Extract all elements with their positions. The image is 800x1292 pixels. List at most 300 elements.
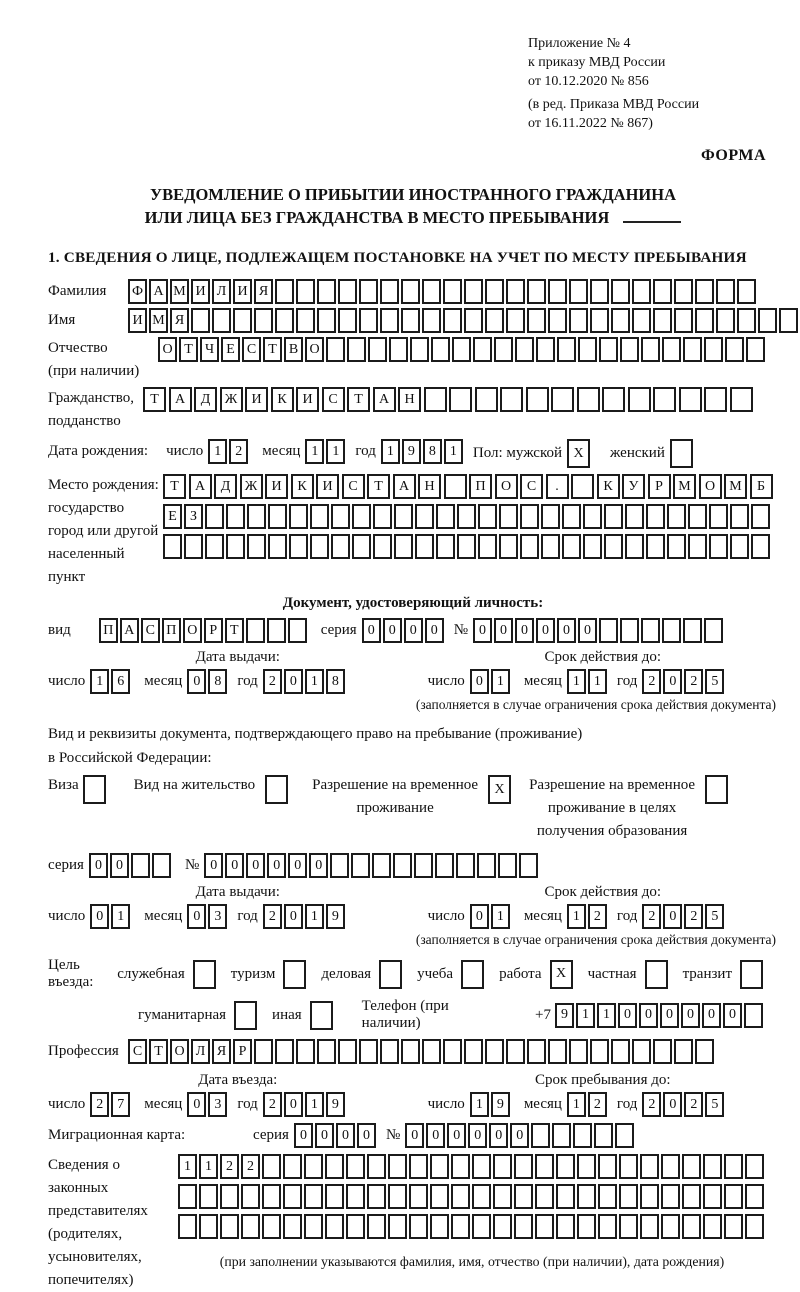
form-cell[interactable]: 1 <box>567 904 586 929</box>
form-cell[interactable] <box>583 534 602 559</box>
form-cell[interactable] <box>184 534 203 559</box>
form-cell[interactable] <box>373 504 392 529</box>
form-cell[interactable]: 1 <box>567 1092 586 1117</box>
form-cell[interactable] <box>199 1214 218 1239</box>
form-cell[interactable] <box>247 534 266 559</box>
form-cell[interactable]: Т <box>263 337 282 362</box>
form-cell[interactable]: 0 <box>357 1123 376 1148</box>
form-cell[interactable] <box>409 1154 428 1179</box>
form-cell[interactable] <box>304 1214 323 1239</box>
form-cell[interactable] <box>326 337 345 362</box>
form-cell[interactable] <box>380 1039 399 1064</box>
form-cell[interactable] <box>464 1039 483 1064</box>
form-cell[interactable] <box>562 504 581 529</box>
form-cell[interactable] <box>527 279 546 304</box>
form-cell[interactable] <box>506 279 525 304</box>
form-cell[interactable] <box>475 387 498 412</box>
form-cell[interactable] <box>394 504 413 529</box>
form-cell[interactable]: П <box>162 618 181 643</box>
form-cell[interactable] <box>380 279 399 304</box>
form-cell[interactable] <box>598 1214 617 1239</box>
form-cell[interactable]: Б <box>750 474 773 499</box>
form-cell[interactable] <box>331 534 350 559</box>
form-cell[interactable] <box>556 1184 575 1209</box>
form-cell[interactable]: 2 <box>588 1092 607 1117</box>
form-cell[interactable] <box>451 1214 470 1239</box>
form-cell[interactable] <box>330 853 349 878</box>
form-cell[interactable] <box>615 1123 634 1148</box>
form-cell[interactable]: У <box>622 474 645 499</box>
form-cell[interactable] <box>275 279 294 304</box>
form-cell[interactable]: О <box>170 1039 189 1064</box>
form-cell[interactable] <box>514 1154 533 1179</box>
form-cell[interactable]: 2 <box>642 669 661 694</box>
form-cell[interactable] <box>571 474 594 499</box>
form-cell[interactable]: О <box>495 474 518 499</box>
form-cell[interactable] <box>414 853 433 878</box>
form-cell[interactable] <box>536 337 555 362</box>
form-cell[interactable] <box>645 960 668 989</box>
form-cell[interactable] <box>703 1154 722 1179</box>
form-cell[interactable] <box>499 534 518 559</box>
form-cell[interactable]: 2 <box>263 904 282 929</box>
form-cell[interactable]: К <box>597 474 620 499</box>
form-cell[interactable] <box>514 1184 533 1209</box>
form-cell[interactable]: 1 <box>305 669 324 694</box>
form-cell[interactable] <box>262 1214 281 1239</box>
form-cell[interactable]: 2 <box>684 669 703 694</box>
form-cell[interactable] <box>515 337 534 362</box>
form-cell[interactable]: 1 <box>470 1092 489 1117</box>
form-cell[interactable] <box>745 1184 764 1209</box>
form-cell[interactable] <box>464 308 483 333</box>
form-cell[interactable]: 2 <box>642 904 661 929</box>
form-cell[interactable] <box>205 504 224 529</box>
form-cell[interactable] <box>662 618 681 643</box>
form-cell[interactable] <box>583 504 602 529</box>
form-cell[interactable] <box>604 534 623 559</box>
form-cell[interactable] <box>430 1214 449 1239</box>
form-cell[interactable]: 0 <box>618 1003 637 1028</box>
form-cell[interactable]: 5 <box>705 1092 724 1117</box>
form-cell[interactable]: 1 <box>444 439 463 464</box>
form-cell[interactable] <box>275 308 294 333</box>
form-cell[interactable] <box>562 534 581 559</box>
form-cell[interactable] <box>152 853 171 878</box>
form-cell[interactable] <box>485 1039 504 1064</box>
form-cell[interactable] <box>535 1154 554 1179</box>
form-cell[interactable] <box>435 853 454 878</box>
form-cell[interactable] <box>695 308 714 333</box>
form-cell[interactable]: О <box>158 337 177 362</box>
form-cell[interactable] <box>653 387 676 412</box>
form-cell[interactable] <box>737 308 756 333</box>
form-cell[interactable] <box>703 1184 722 1209</box>
form-cell[interactable] <box>548 1039 567 1064</box>
form-cell[interactable]: X <box>550 960 573 989</box>
form-cell[interactable] <box>625 534 644 559</box>
form-cell[interactable]: И <box>316 474 339 499</box>
form-cell[interactable] <box>602 387 625 412</box>
form-cell[interactable] <box>506 308 525 333</box>
form-cell[interactable] <box>401 308 420 333</box>
form-cell[interactable] <box>724 1154 743 1179</box>
form-cell[interactable]: 1 <box>90 669 109 694</box>
form-cell[interactable] <box>667 534 686 559</box>
form-cell[interactable] <box>641 337 660 362</box>
form-cell[interactable]: Т <box>163 474 186 499</box>
form-cell[interactable] <box>520 534 539 559</box>
form-cell[interactable] <box>625 504 644 529</box>
form-cell[interactable] <box>611 308 630 333</box>
form-cell[interactable] <box>451 1154 470 1179</box>
form-cell[interactable] <box>296 1039 315 1064</box>
form-cell[interactable]: Т <box>143 387 166 412</box>
form-cell[interactable]: 0 <box>204 853 223 878</box>
form-cell[interactable]: 1 <box>588 669 607 694</box>
form-cell[interactable] <box>317 308 336 333</box>
form-cell[interactable] <box>409 1184 428 1209</box>
form-cell[interactable]: Т <box>225 618 244 643</box>
form-cell[interactable] <box>569 1039 588 1064</box>
form-cell[interactable] <box>577 1154 596 1179</box>
form-cell[interactable] <box>526 387 549 412</box>
form-cell[interactable] <box>611 279 630 304</box>
form-cell[interactable] <box>667 504 686 529</box>
form-cell[interactable] <box>619 1154 638 1179</box>
form-cell[interactable]: И <box>245 387 268 412</box>
form-cell[interactable]: 1 <box>597 1003 616 1028</box>
form-cell[interactable]: Я <box>212 1039 231 1064</box>
form-cell[interactable] <box>449 387 472 412</box>
form-cell[interactable]: А <box>373 387 396 412</box>
form-cell[interactable]: 2 <box>90 1092 109 1117</box>
form-cell[interactable]: 5 <box>705 669 724 694</box>
form-cell[interactable]: Я <box>254 279 273 304</box>
form-cell[interactable] <box>730 534 749 559</box>
form-cell[interactable]: X <box>488 775 511 804</box>
form-cell[interactable]: Т <box>347 387 370 412</box>
form-cell[interactable]: 2 <box>642 1092 661 1117</box>
form-cell[interactable] <box>695 279 714 304</box>
form-cell[interactable] <box>670 439 693 468</box>
form-cell[interactable] <box>745 1214 764 1239</box>
form-cell[interactable] <box>373 534 392 559</box>
form-cell[interactable] <box>578 337 597 362</box>
form-cell[interactable] <box>598 1154 617 1179</box>
form-cell[interactable]: 0 <box>578 618 597 643</box>
form-cell[interactable] <box>548 308 567 333</box>
form-cell[interactable]: 8 <box>326 669 345 694</box>
form-cell[interactable] <box>233 308 252 333</box>
form-cell[interactable]: 0 <box>489 1123 508 1148</box>
form-cell[interactable] <box>709 504 728 529</box>
form-cell[interactable] <box>646 534 665 559</box>
form-cell[interactable]: Ф <box>128 279 147 304</box>
form-cell[interactable] <box>178 1214 197 1239</box>
form-cell[interactable]: 1 <box>199 1154 218 1179</box>
form-cell[interactable] <box>472 1184 491 1209</box>
form-cell[interactable] <box>556 1214 575 1239</box>
form-cell[interactable]: 0 <box>288 853 307 878</box>
form-cell[interactable]: 0 <box>663 904 682 929</box>
form-cell[interactable] <box>485 279 504 304</box>
form-cell[interactable] <box>401 1039 420 1064</box>
form-cell[interactable] <box>452 337 471 362</box>
form-cell[interactable] <box>599 337 618 362</box>
form-cell[interactable]: 0 <box>315 1123 334 1148</box>
form-cell[interactable] <box>283 1154 302 1179</box>
form-cell[interactable] <box>347 337 366 362</box>
form-cell[interactable] <box>682 1154 701 1179</box>
form-cell[interactable] <box>359 308 378 333</box>
form-cell[interactable] <box>226 504 245 529</box>
form-cell[interactable] <box>557 337 576 362</box>
form-cell[interactable] <box>472 1154 491 1179</box>
form-cell[interactable] <box>265 775 288 804</box>
form-cell[interactable]: 0 <box>362 618 381 643</box>
form-cell[interactable] <box>131 853 150 878</box>
form-cell[interactable]: 0 <box>404 618 423 643</box>
form-cell[interactable] <box>430 1154 449 1179</box>
form-cell[interactable] <box>662 337 681 362</box>
form-cell[interactable] <box>346 1154 365 1179</box>
form-cell[interactable]: А <box>169 387 192 412</box>
form-cell[interactable] <box>394 534 413 559</box>
form-cell[interactable] <box>703 1214 722 1239</box>
form-cell[interactable] <box>304 1184 323 1209</box>
form-cell[interactable] <box>359 279 378 304</box>
form-cell[interactable] <box>590 279 609 304</box>
form-cell[interactable] <box>640 1184 659 1209</box>
form-cell[interactable] <box>83 775 106 804</box>
form-cell[interactable] <box>661 1214 680 1239</box>
form-cell[interactable]: 0 <box>187 904 206 929</box>
form-cell[interactable]: 2 <box>229 439 248 464</box>
form-cell[interactable]: 0 <box>89 853 108 878</box>
form-cell[interactable]: Ж <box>240 474 263 499</box>
form-cell[interactable] <box>431 337 450 362</box>
form-cell[interactable]: 0 <box>294 1123 313 1148</box>
form-cell[interactable]: П <box>99 618 118 643</box>
form-cell[interactable] <box>478 504 497 529</box>
form-cell[interactable]: 1 <box>326 439 345 464</box>
form-cell[interactable] <box>577 1214 596 1239</box>
form-cell[interactable]: 0 <box>284 904 303 929</box>
form-cell[interactable] <box>262 1184 281 1209</box>
form-cell[interactable] <box>246 618 265 643</box>
form-cell[interactable] <box>744 1003 763 1028</box>
form-cell[interactable] <box>551 387 574 412</box>
form-cell[interactable] <box>409 1214 428 1239</box>
form-cell[interactable]: 0 <box>663 669 682 694</box>
form-cell[interactable] <box>535 1214 554 1239</box>
form-cell[interactable]: И <box>191 279 210 304</box>
form-cell[interactable]: 0 <box>426 1123 445 1148</box>
form-cell[interactable]: 0 <box>663 1092 682 1117</box>
form-cell[interactable] <box>493 1154 512 1179</box>
form-cell[interactable] <box>275 1039 294 1064</box>
form-cell[interactable]: Р <box>204 618 223 643</box>
form-cell[interactable] <box>758 308 777 333</box>
form-cell[interactable]: А <box>189 474 212 499</box>
form-cell[interactable] <box>527 308 546 333</box>
form-cell[interactable] <box>477 853 496 878</box>
form-cell[interactable]: Е <box>163 504 182 529</box>
form-cell[interactable] <box>388 1214 407 1239</box>
form-cell[interactable]: 9 <box>555 1003 574 1028</box>
form-cell[interactable]: И <box>233 279 252 304</box>
form-cell[interactable] <box>241 1184 260 1209</box>
form-cell[interactable]: 0 <box>447 1123 466 1148</box>
form-cell[interactable] <box>500 387 523 412</box>
form-cell[interactable] <box>682 1184 701 1209</box>
form-cell[interactable]: 0 <box>246 853 265 878</box>
form-cell[interactable] <box>317 1039 336 1064</box>
form-cell[interactable]: О <box>699 474 722 499</box>
form-cell[interactable] <box>519 853 538 878</box>
form-cell[interactable]: 0 <box>187 1092 206 1117</box>
form-cell[interactable]: 1 <box>491 904 510 929</box>
form-cell[interactable] <box>745 1154 764 1179</box>
form-cell[interactable] <box>531 1123 550 1148</box>
form-cell[interactable] <box>688 504 707 529</box>
form-cell[interactable]: К <box>291 474 314 499</box>
form-cell[interactable]: С <box>128 1039 147 1064</box>
form-cell[interactable] <box>740 960 763 989</box>
form-cell[interactable] <box>704 387 727 412</box>
form-cell[interactable]: 1 <box>567 669 586 694</box>
form-cell[interactable]: 0 <box>515 618 534 643</box>
form-cell[interactable] <box>352 504 371 529</box>
form-cell[interactable]: 0 <box>284 669 303 694</box>
form-cell[interactable] <box>632 279 651 304</box>
form-cell[interactable] <box>310 534 329 559</box>
form-cell[interactable] <box>514 1214 533 1239</box>
form-cell[interactable] <box>472 1214 491 1239</box>
form-cell[interactable]: Р <box>648 474 671 499</box>
form-cell[interactable] <box>535 1184 554 1209</box>
form-cell[interactable] <box>338 279 357 304</box>
form-cell[interactable] <box>688 534 707 559</box>
form-cell[interactable]: П <box>469 474 492 499</box>
form-cell[interactable] <box>499 504 518 529</box>
form-cell[interactable] <box>430 1184 449 1209</box>
form-cell[interactable] <box>724 1184 743 1209</box>
form-cell[interactable]: 2 <box>220 1154 239 1179</box>
form-cell[interactable]: 0 <box>267 853 286 878</box>
form-cell[interactable] <box>646 504 665 529</box>
form-cell[interactable]: 0 <box>110 853 129 878</box>
form-cell[interactable] <box>456 853 475 878</box>
form-cell[interactable] <box>410 337 429 362</box>
form-cell[interactable] <box>569 279 588 304</box>
form-cell[interactable] <box>641 618 660 643</box>
form-cell[interactable] <box>620 618 639 643</box>
form-cell[interactable] <box>619 1214 638 1239</box>
form-cell[interactable]: 0 <box>336 1123 355 1148</box>
form-cell[interactable] <box>619 1184 638 1209</box>
form-cell[interactable] <box>346 1214 365 1239</box>
form-cell[interactable] <box>380 308 399 333</box>
form-cell[interactable]: 0 <box>473 618 492 643</box>
form-cell[interactable] <box>254 1039 273 1064</box>
form-cell[interactable] <box>473 337 492 362</box>
form-cell[interactable]: С <box>141 618 160 643</box>
form-cell[interactable] <box>704 618 723 643</box>
form-cell[interactable] <box>737 279 756 304</box>
form-cell[interactable]: 0 <box>536 618 555 643</box>
form-cell[interactable]: А <box>120 618 139 643</box>
form-cell[interactable]: 0 <box>494 618 513 643</box>
form-cell[interactable]: 9 <box>326 1092 345 1117</box>
form-cell[interactable]: 0 <box>639 1003 658 1028</box>
form-cell[interactable] <box>388 1154 407 1179</box>
form-cell[interactable]: 1 <box>491 669 510 694</box>
form-cell[interactable]: Ч <box>200 337 219 362</box>
form-cell[interactable] <box>556 1154 575 1179</box>
form-cell[interactable] <box>338 1039 357 1064</box>
form-cell[interactable]: Н <box>418 474 441 499</box>
form-cell[interactable]: А <box>393 474 416 499</box>
form-cell[interactable]: 1 <box>576 1003 595 1028</box>
form-cell[interactable]: К <box>271 387 294 412</box>
form-cell[interactable] <box>751 534 770 559</box>
form-cell[interactable] <box>620 337 639 362</box>
form-cell[interactable] <box>331 504 350 529</box>
form-cell[interactable] <box>725 337 744 362</box>
form-cell[interactable]: 1 <box>178 1154 197 1179</box>
form-cell[interactable] <box>716 279 735 304</box>
form-cell[interactable] <box>310 1001 333 1030</box>
form-cell[interactable] <box>724 1214 743 1239</box>
form-cell[interactable] <box>268 534 287 559</box>
form-cell[interactable] <box>443 1039 462 1064</box>
form-cell[interactable] <box>352 534 371 559</box>
form-cell[interactable] <box>695 1039 714 1064</box>
form-cell[interactable] <box>590 308 609 333</box>
form-cell[interactable] <box>268 504 287 529</box>
form-cell[interactable]: Д <box>194 387 217 412</box>
form-cell[interactable]: . <box>546 474 569 499</box>
form-cell[interactable]: М <box>149 308 168 333</box>
form-cell[interactable] <box>506 1039 525 1064</box>
form-cell[interactable] <box>552 1123 571 1148</box>
form-cell[interactable] <box>296 279 315 304</box>
form-cell[interactable] <box>283 1184 302 1209</box>
form-cell[interactable]: 0 <box>557 618 576 643</box>
form-cell[interactable] <box>289 504 308 529</box>
form-cell[interactable]: 1 <box>305 439 324 464</box>
form-cell[interactable] <box>422 308 441 333</box>
form-cell[interactable] <box>415 504 434 529</box>
form-cell[interactable] <box>451 1184 470 1209</box>
form-cell[interactable]: В <box>284 337 303 362</box>
form-cell[interactable]: 0 <box>702 1003 721 1028</box>
form-cell[interactable] <box>226 534 245 559</box>
form-cell[interactable] <box>709 534 728 559</box>
form-cell[interactable] <box>705 775 728 804</box>
form-cell[interactable] <box>493 1214 512 1239</box>
form-cell[interactable] <box>205 534 224 559</box>
form-cell[interactable]: С <box>520 474 543 499</box>
form-cell[interactable]: 0 <box>309 853 328 878</box>
form-cell[interactable] <box>611 1039 630 1064</box>
form-cell[interactable] <box>379 960 402 989</box>
form-cell[interactable] <box>193 960 216 989</box>
form-cell[interactable]: Я <box>170 308 189 333</box>
form-cell[interactable] <box>367 1154 386 1179</box>
